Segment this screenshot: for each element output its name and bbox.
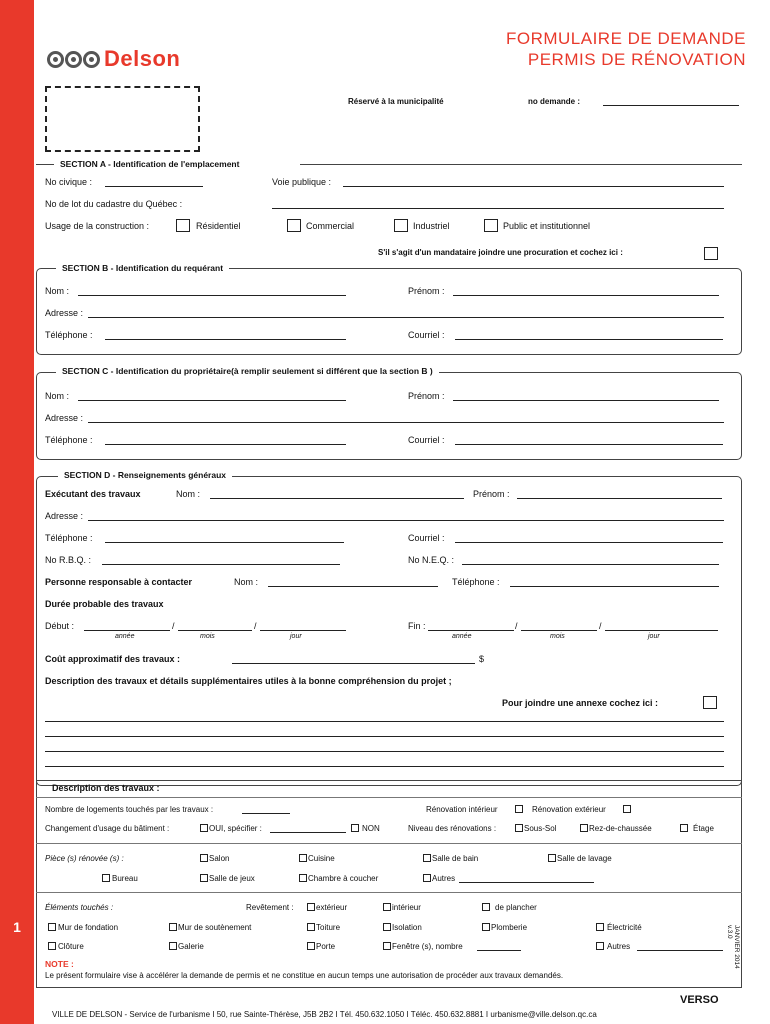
housing-label: Nombre de logements touchés par les travaux : — [45, 805, 214, 814]
bathroom-checkbox[interactable] — [423, 854, 431, 862]
windows-checkbox[interactable] — [383, 942, 391, 950]
usage-change-yes-checkbox[interactable] — [200, 824, 208, 832]
version-number: v.3.0 — [726, 925, 733, 939]
owner-last-name-field[interactable] — [78, 400, 346, 401]
start-year-caption: année — [115, 633, 135, 640]
start-label: Début : — [45, 621, 75, 631]
delson-logo — [47, 46, 180, 72]
municipal-stamp-box — [45, 86, 200, 152]
contact-person-label: Personne responsable à contacter — [45, 577, 193, 587]
housing-field[interactable] — [242, 813, 290, 814]
gallery-label: Galerie — [178, 942, 204, 951]
exterior-covering-label: extérieur — [316, 903, 348, 912]
owner-address-label: Adresse : — [45, 413, 84, 423]
neq-field[interactable] — [462, 564, 719, 565]
requester-phone-label: Téléphone : — [45, 330, 93, 340]
executant-first-name-field[interactable] — [517, 498, 722, 499]
civic-number-field[interactable] — [105, 186, 203, 187]
annex-label: Pour joindre une annexe cochez ici : — [502, 698, 659, 708]
games-room-checkbox[interactable] — [200, 874, 208, 882]
exterior-covering-checkbox[interactable] — [307, 903, 315, 911]
section-d-legend: SECTION D - Renseignements généraux — [58, 470, 232, 480]
cadastre-lot-label: No de lot du cadastre du Québec : — [45, 199, 183, 209]
footer-address: VILLE DE DELSON - Service de l'urbanisme I 50, rue Sainte-Thérèse, J5B 2B2 I Tél. 450.632.1050 I Téléc. 450.632.8881 I urbanisme@ville.delson.qc.ca — [52, 1010, 597, 1019]
other-elements-checkbox[interactable] — [596, 942, 604, 950]
end-label: Fin : — [408, 621, 426, 631]
section-d — [36, 476, 742, 786]
interior-covering-label: intérieur — [392, 903, 421, 912]
start-day-caption: jour — [290, 633, 302, 640]
foundation-checkbox[interactable] — [48, 923, 56, 931]
door-label: Porte — [316, 942, 336, 951]
executant-phone-field[interactable] — [105, 542, 344, 543]
commercial-checkbox[interactable] — [287, 219, 301, 232]
laundry-label: Salle de lavage — [557, 854, 612, 863]
end-year-caption: année — [452, 633, 472, 640]
request-number-field[interactable] — [603, 105, 739, 106]
section-b — [36, 268, 742, 355]
contact-phone-field[interactable] — [510, 586, 719, 587]
level-label: Niveau des rénovations : — [408, 824, 497, 833]
kitchen-checkbox[interactable] — [299, 854, 307, 862]
duration-label: Durée probable des travaux — [45, 599, 164, 609]
start-year-field[interactable] — [84, 630, 170, 631]
requester-last-name-field[interactable] — [78, 295, 346, 296]
requester-address-field[interactable] — [88, 317, 724, 318]
gallery-checkbox[interactable] — [169, 942, 177, 950]
executant-last-name-label: Nom : — [176, 489, 201, 499]
cost-label: Coût approximatif des travaux : — [45, 654, 181, 664]
reno-int-label: Rénovation intérieur — [426, 805, 498, 814]
covering-label: Revêtement : — [246, 903, 294, 912]
end-month-caption: mois — [550, 633, 565, 640]
interior-covering-checkbox[interactable] — [383, 903, 391, 911]
requester-address-label: Adresse : — [45, 308, 84, 318]
description-line-3[interactable] — [45, 751, 724, 752]
start-month-caption: mois — [200, 633, 215, 640]
executant-label: Exécutant des travaux — [45, 489, 141, 499]
insulation-checkbox[interactable] — [383, 923, 391, 931]
electricity-label: Électricité — [607, 923, 642, 932]
rooms-label: Pièce (s) rénovée (s) : — [45, 854, 124, 863]
version-date: JANVIER 2014 — [733, 925, 740, 969]
contact-phone-label: Téléphone : — [452, 577, 500, 587]
owner-email-field[interactable] — [455, 444, 723, 445]
requester-last-name-label: Nom : — [45, 286, 70, 296]
owner-email-label: Courriel : — [408, 435, 445, 445]
page-number: 1 — [13, 919, 21, 935]
requester-first-name-field[interactable] — [453, 295, 719, 296]
owner-address-field[interactable] — [88, 422, 724, 423]
section-b-legend: SECTION B - Identification du requérant — [56, 263, 229, 273]
description-label: Description des travaux et détails supplémentaires utiles à la bonne compréhension du projet ; — [45, 676, 452, 686]
elements-label: Éléments touchés : — [45, 903, 114, 912]
reserved-label: Réservé à la municipalité — [348, 97, 444, 106]
usage-change-label: Changement d'usage du bâtiment : — [45, 824, 170, 833]
commercial-label: Commercial — [306, 221, 355, 231]
usage-label: Usage de la construction : — [45, 221, 150, 231]
requester-email-field[interactable] — [455, 339, 723, 340]
end-day-caption: jour — [648, 633, 660, 640]
end-year-field[interactable] — [428, 630, 514, 631]
mandate-label: S'il s'agit d'un mandataire joindre une procuration et cochez ici : — [378, 248, 623, 257]
usage-change-no-checkbox[interactable] — [351, 824, 359, 832]
basement-label: Sous-Sol — [524, 824, 557, 833]
executant-address-field[interactable] — [88, 520, 724, 521]
salon-label: Salon — [209, 854, 230, 863]
other-rooms-field[interactable] — [459, 882, 594, 883]
industrial-label: Industriel — [413, 221, 450, 231]
street-field[interactable] — [343, 186, 724, 187]
civic-number-label: No civique : — [45, 177, 93, 187]
bedroom-checkbox[interactable] — [299, 874, 307, 882]
upper-floor-checkbox[interactable] — [680, 824, 688, 832]
kitchen-label: Cuisine — [308, 854, 335, 863]
reno-ext-label: Rénovation extérieur — [532, 805, 606, 814]
requester-email-label: Courriel : — [408, 330, 445, 340]
note-text: Le présent formulaire vise à accélérer la demande de permis et ne constitue en aucun temps une autorisation de procéder aux travaux demandés. — [45, 971, 564, 980]
description-line-1[interactable] — [45, 721, 724, 722]
usage-change-yes-label: OUI, spécifier : — [209, 824, 262, 833]
annex-checkbox[interactable] — [703, 696, 717, 709]
owner-last-name-label: Nom : — [45, 391, 70, 401]
reno-int-checkbox[interactable] — [515, 805, 523, 813]
insulation-label: Isolation — [392, 923, 422, 932]
requester-phone-field[interactable] — [105, 339, 346, 340]
salon-checkbox[interactable] — [200, 854, 208, 862]
section-c-legend: SECTION C - Identification du propriétaire(à remplir seulement si différent que la section B ) — [56, 366, 439, 376]
flooring-checkbox[interactable] — [482, 903, 490, 911]
logo-text: Delson — [104, 46, 181, 71]
other-elements-label: Autres — [607, 942, 631, 951]
currency-symbol: $ — [479, 654, 485, 664]
executant-phone-label: Téléphone : — [45, 533, 93, 543]
wheels-icon — [47, 51, 100, 68]
public-checkbox[interactable] — [484, 219, 498, 232]
roof-checkbox[interactable] — [307, 923, 315, 931]
other-rooms-label: Autres — [432, 874, 456, 883]
executant-first-name-label: Prénom : — [473, 489, 510, 499]
office-label: Bureau — [112, 874, 138, 883]
executant-last-name-field[interactable] — [210, 498, 464, 499]
ground-floor-label: Rez-de-chaussée — [589, 824, 652, 833]
door-checkbox[interactable] — [307, 942, 315, 950]
start-month-field[interactable] — [178, 630, 252, 631]
section-a-legend: SECTION A - Identification de l'emplacement — [54, 159, 245, 169]
title-line-2: PERMIS DE RÉNOVATION — [527, 50, 746, 69]
usage-change-specify-field[interactable] — [270, 832, 346, 833]
rbq-field[interactable] — [102, 564, 340, 565]
contact-name-field[interactable] — [268, 586, 438, 587]
retaining-wall-checkbox[interactable] — [169, 923, 177, 931]
owner-phone-field[interactable] — [105, 444, 346, 445]
laundry-checkbox[interactable] — [548, 854, 556, 862]
cadastre-lot-field[interactable] — [272, 208, 724, 209]
cost-field[interactable] — [232, 663, 475, 664]
retaining-wall-label: Mur de soutènement — [178, 923, 252, 932]
request-number-label: no demande : — [528, 97, 581, 106]
reno-ext-checkbox[interactable] — [623, 805, 631, 813]
industrial-checkbox[interactable] — [394, 219, 408, 232]
other-rooms-checkbox[interactable] — [423, 874, 431, 882]
owner-first-name-field[interactable] — [453, 400, 719, 401]
residential-label: Résidentiel — [196, 221, 241, 231]
rbq-label: No R.B.Q. : — [45, 555, 92, 565]
bedroom-label: Chambre à coucher — [308, 874, 379, 883]
owner-first-name-label: Prénom : — [408, 391, 445, 401]
form-title — [506, 28, 746, 70]
title-line-1: FORMULAIRE DE DEMANDE — [505, 29, 746, 48]
executant-email-label: Courriel : — [408, 533, 445, 543]
version-label — [726, 925, 740, 969]
street-label: Voie publique : — [272, 177, 332, 187]
section-c — [36, 372, 742, 460]
works-heading: Description des travaux : — [52, 783, 160, 793]
ground-floor-checkbox[interactable] — [580, 824, 588, 832]
upper-floor-label: Étage — [693, 824, 714, 833]
games-room-label: Salle de jeux — [209, 874, 255, 883]
windows-label: Fenêtre (s), nombre — [392, 942, 463, 951]
mandate-checkbox[interactable] — [704, 247, 718, 260]
windows-count-field[interactable] — [477, 950, 521, 951]
fence-label: Clôture — [58, 942, 84, 951]
end-month-field[interactable] — [521, 630, 597, 631]
contact-name-label: Nom : — [234, 577, 259, 587]
description-line-2[interactable] — [45, 736, 724, 737]
residential-checkbox[interactable] — [176, 219, 190, 232]
executant-address-label: Adresse : — [45, 511, 84, 521]
red-margin-bar — [0, 0, 34, 1024]
start-day-field[interactable] — [260, 630, 346, 631]
fence-checkbox[interactable] — [48, 942, 56, 950]
public-label: Public et institutionnel — [503, 221, 591, 231]
bathroom-label: Salle de bain — [432, 854, 479, 863]
end-day-field[interactable] — [605, 630, 718, 631]
usage-change-no-label: NON — [362, 824, 380, 833]
description-line-4[interactable] — [45, 766, 724, 767]
electricity-checkbox[interactable] — [596, 923, 604, 931]
other-elements-field[interactable] — [637, 950, 723, 951]
flooring-label: de plancher — [495, 903, 537, 912]
neq-label: No N.E.Q. : — [408, 555, 455, 565]
requester-first-name-label: Prénom : — [408, 286, 445, 296]
office-checkbox[interactable] — [102, 874, 110, 882]
plumbing-checkbox[interactable] — [482, 923, 490, 931]
owner-phone-label: Téléphone : — [45, 435, 93, 445]
basement-checkbox[interactable] — [515, 824, 523, 832]
plumbing-label: Plomberie — [491, 923, 528, 932]
roof-label: Toiture — [316, 923, 341, 932]
note-title: NOTE : — [45, 959, 74, 969]
executant-email-field[interactable] — [455, 542, 723, 543]
foundation-label: Mur de fondation — [58, 923, 119, 932]
verso-label: VERSO — [680, 994, 719, 1006]
